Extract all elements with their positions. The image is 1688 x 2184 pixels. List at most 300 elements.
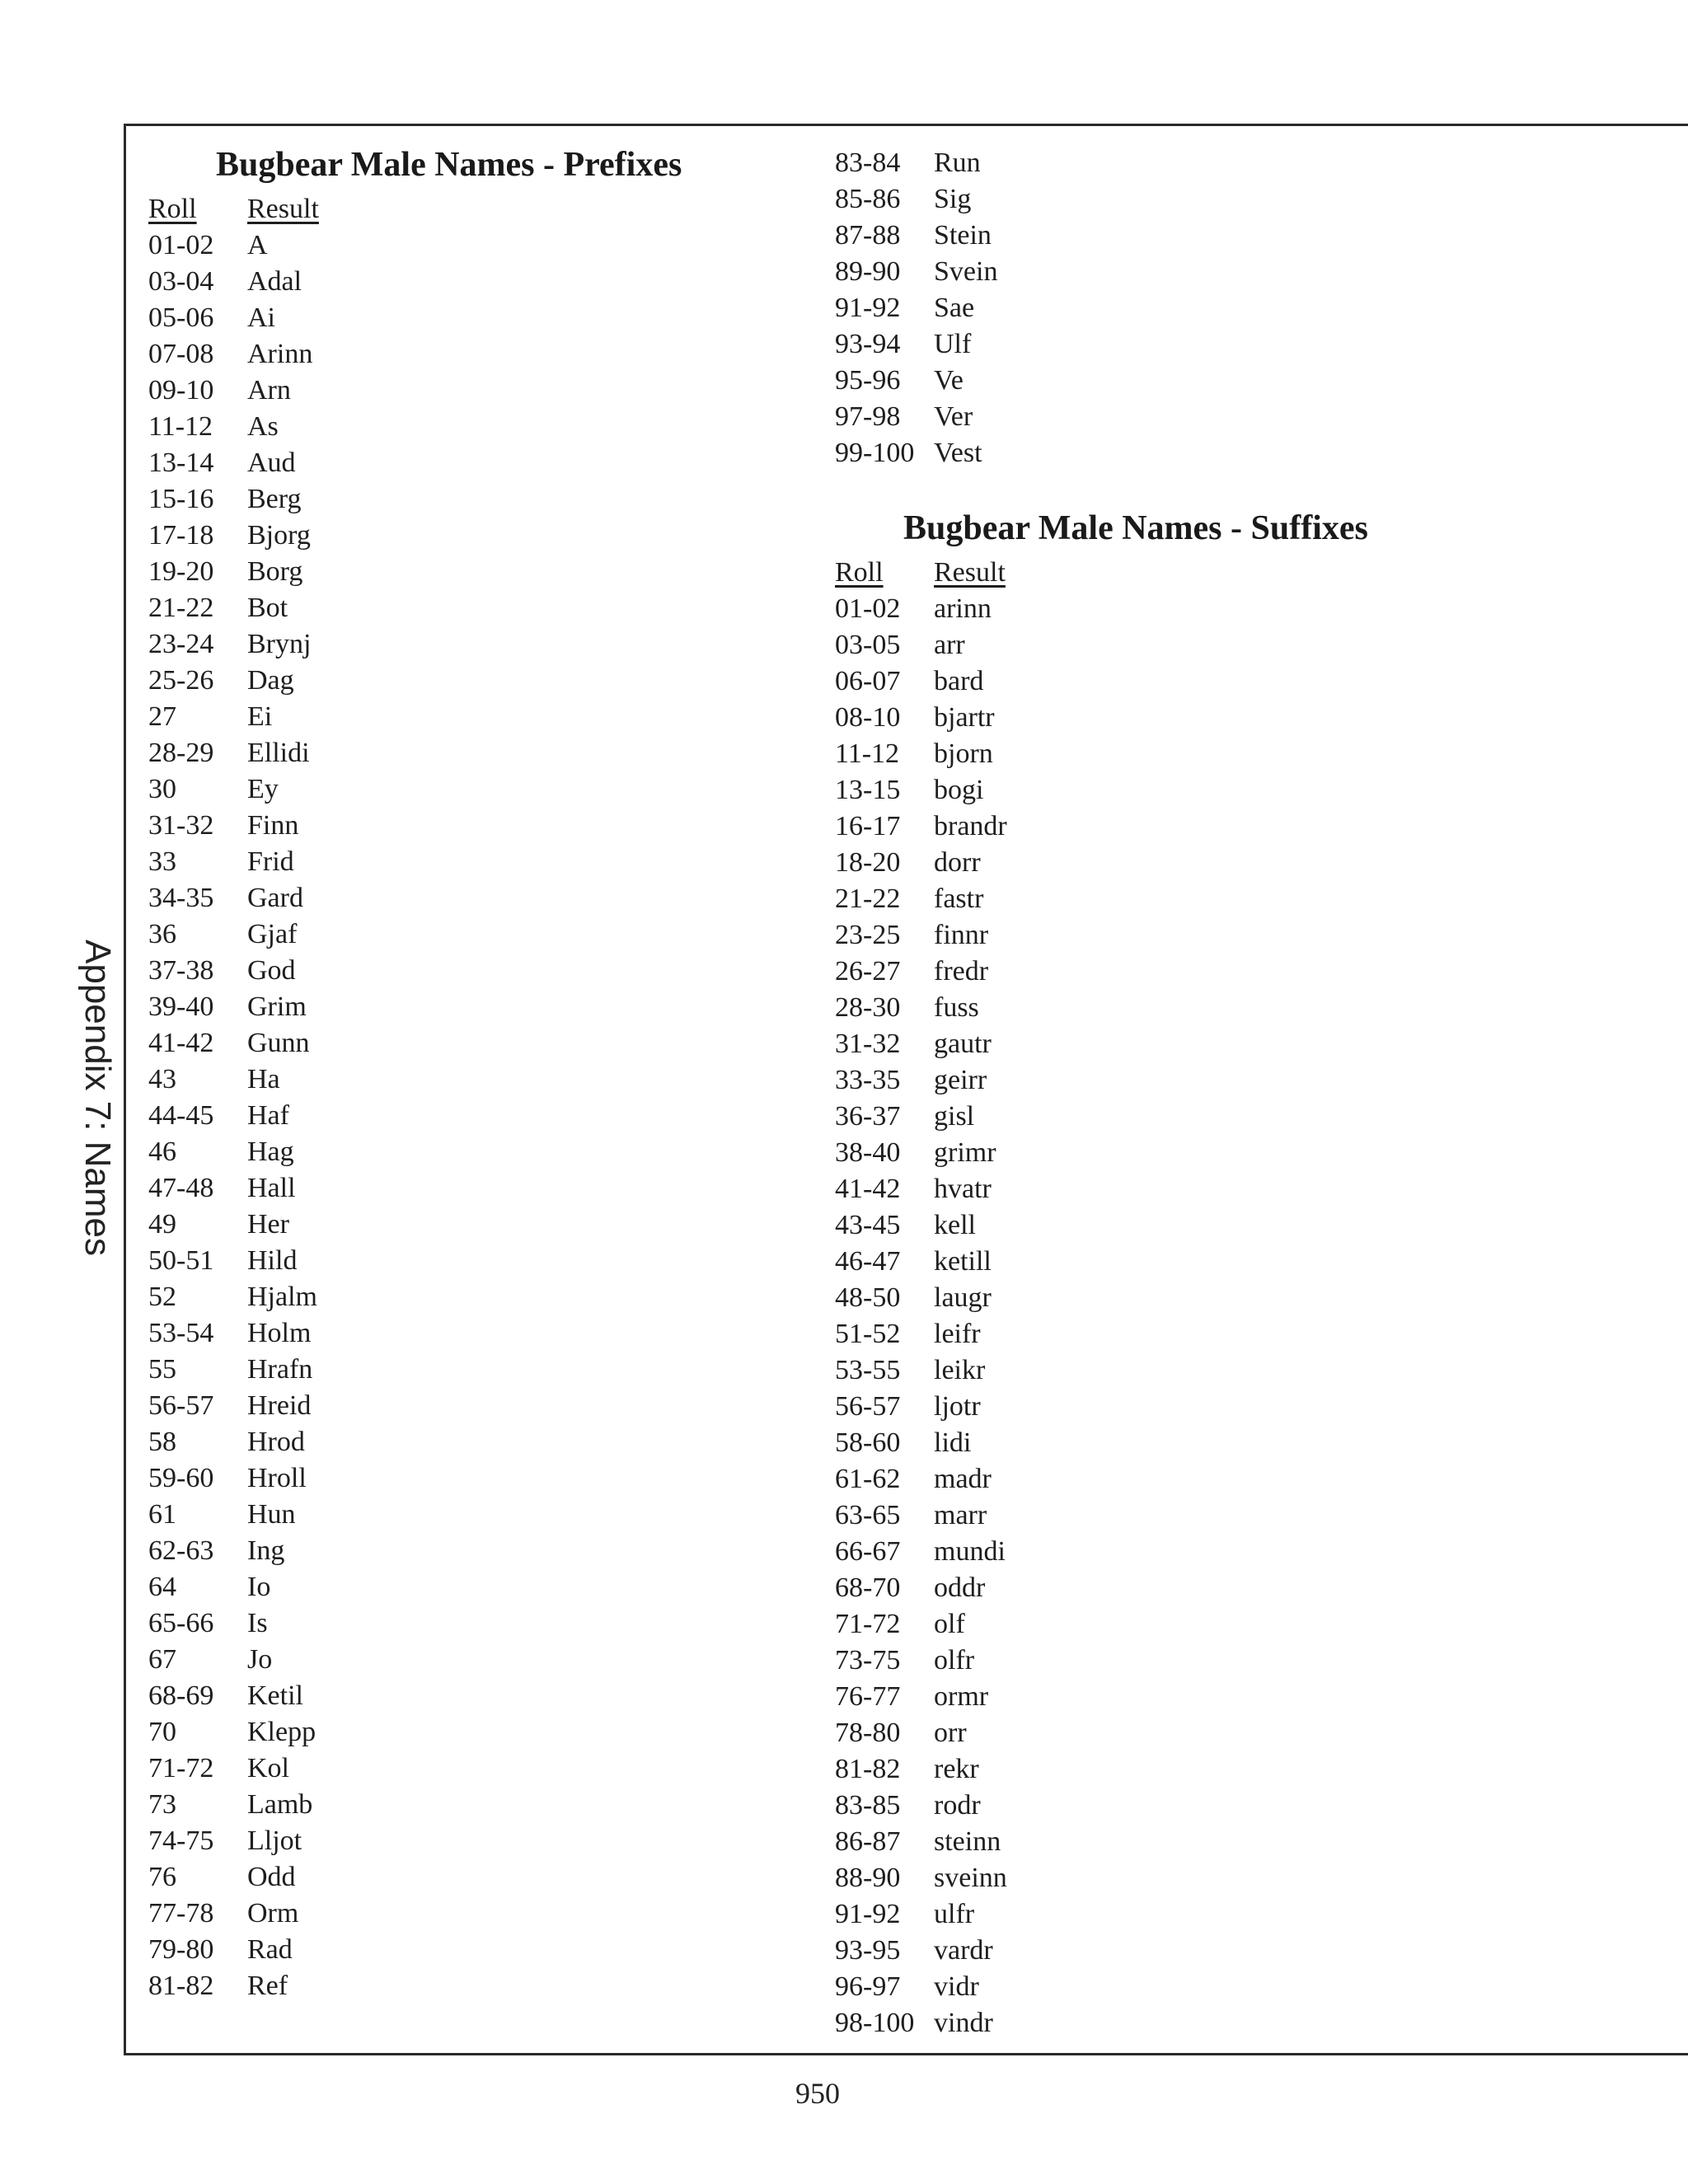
result-cell: lidi xyxy=(934,1427,972,1458)
roll-cell: 34-35 xyxy=(148,883,214,913)
roll-cell: 26-27 xyxy=(835,956,901,987)
roll-cell: 53-54 xyxy=(148,1318,214,1348)
roll-cell: 63-65 xyxy=(835,1500,901,1530)
result-cell: finnr xyxy=(934,920,989,950)
table-row xyxy=(835,1751,1007,1788)
result-cell: Ei xyxy=(247,701,273,732)
result-cell: gautr xyxy=(934,1029,992,1059)
table-row xyxy=(835,1679,1007,1715)
roll-cell: 07-08 xyxy=(148,339,214,369)
roll-cell: 25-26 xyxy=(148,665,214,696)
prefixes-table-continued xyxy=(835,145,997,471)
suffixes-rows xyxy=(835,591,1007,2041)
prefixes-title: Bugbear Male Names - Prefixes xyxy=(216,146,682,184)
result-cell: Hroll xyxy=(247,1463,307,1493)
table-row xyxy=(148,1678,319,1714)
table-row xyxy=(148,1714,319,1750)
roll-cell: 31-32 xyxy=(148,810,214,841)
table-row xyxy=(148,1968,319,2004)
roll-cell: 76 xyxy=(148,1862,176,1892)
result-cell: Aud xyxy=(247,448,296,478)
result-cell: Her xyxy=(247,1209,289,1240)
table-row xyxy=(148,1859,319,1896)
roll-cell: 38-40 xyxy=(835,1137,901,1168)
roll-cell: 76-77 xyxy=(835,1681,901,1712)
roll-cell: 36 xyxy=(148,919,176,949)
roll-cell: 56-57 xyxy=(835,1391,901,1422)
roll-cell: 37-38 xyxy=(148,955,214,986)
table-row xyxy=(835,1207,1007,1244)
roll-cell: 13-15 xyxy=(835,775,901,805)
table-row xyxy=(148,808,319,844)
roll-cell: 05-06 xyxy=(148,302,214,333)
table-row xyxy=(835,1461,1007,1497)
roll-cell: 99-100 xyxy=(835,438,915,468)
result-cell: arr xyxy=(934,630,965,660)
result-cell: rekr xyxy=(934,1754,979,1784)
table-row xyxy=(148,663,319,699)
result-cell: Rad xyxy=(247,1934,293,1965)
table-row xyxy=(148,1424,319,1460)
roll-cell: 28-30 xyxy=(835,992,901,1023)
result-cell: madr xyxy=(934,1464,992,1494)
roll-cell: 83-85 xyxy=(835,1790,901,1821)
roll-cell: 81-82 xyxy=(148,1971,214,2001)
table-row xyxy=(148,445,319,481)
roll-cell: 97-98 xyxy=(835,401,901,432)
result-cell: Berg xyxy=(247,484,302,514)
roll-cell: 58-60 xyxy=(835,1427,901,1458)
roll-cell: 91-92 xyxy=(835,1899,901,1929)
table-row xyxy=(835,1099,1007,1135)
roll-cell: 58 xyxy=(148,1427,176,1457)
table-row xyxy=(148,1243,319,1279)
table-row xyxy=(835,145,997,181)
roll-cell: 44-45 xyxy=(148,1100,214,1131)
roll-cell: 43 xyxy=(148,1064,176,1094)
roll-cell: 41-42 xyxy=(148,1028,214,1058)
result-cell: Borg xyxy=(247,556,303,587)
roll-cell: 21-22 xyxy=(835,883,901,914)
table-row xyxy=(148,1062,319,1098)
table-row xyxy=(835,917,1007,954)
roll-cell: 27 xyxy=(148,701,176,732)
result-cell: ormr xyxy=(934,1681,989,1712)
roll-cell: 16-17 xyxy=(835,811,901,841)
roll-cell: 91-92 xyxy=(835,293,901,323)
table-row xyxy=(835,1280,1007,1316)
table-row xyxy=(148,1352,319,1388)
result-cell: Ai xyxy=(247,302,275,333)
table-row xyxy=(835,1171,1007,1207)
table-row xyxy=(148,1388,319,1424)
table-row xyxy=(835,663,1007,700)
result-cell: bjorn xyxy=(934,738,993,769)
roll-cell: 33-35 xyxy=(835,1065,901,1095)
table-row xyxy=(835,1824,1007,1860)
result-cell: leikr xyxy=(934,1355,986,1385)
result-cell: Gunn xyxy=(247,1028,310,1058)
table-row xyxy=(835,736,1007,772)
roll-cell: 03-05 xyxy=(835,630,901,660)
result-cell: arinn xyxy=(934,593,992,624)
roll-cell: 06-07 xyxy=(835,666,901,696)
roll-cell: 48-50 xyxy=(835,1282,901,1313)
table-row xyxy=(835,1316,1007,1352)
result-cell: Bjorg xyxy=(247,520,311,551)
result-cell: laugr xyxy=(934,1282,992,1313)
table-row xyxy=(835,591,1007,627)
roll-cell: 43-45 xyxy=(835,1210,901,1240)
roll-cell: 70 xyxy=(148,1717,176,1747)
result-cell: Klepp xyxy=(247,1717,316,1747)
table-row xyxy=(148,227,319,264)
roll-cell: 01-02 xyxy=(835,593,901,624)
result-cell: Hun xyxy=(247,1499,296,1530)
roll-cell: 46-47 xyxy=(835,1246,901,1277)
result-cell: grimr xyxy=(934,1137,996,1168)
table-row xyxy=(148,953,319,989)
table-row xyxy=(148,1932,319,1968)
roll-cell: 98-100 xyxy=(835,2008,915,2038)
roll-cell: 61-62 xyxy=(835,1464,901,1494)
table-row xyxy=(148,590,319,626)
result-cell: Hrafn xyxy=(247,1354,313,1385)
table-row xyxy=(835,1026,1007,1062)
result-cell: ljotr xyxy=(934,1391,981,1422)
roll-cell: 95-96 xyxy=(835,365,901,396)
roll-cell: 08-10 xyxy=(835,702,901,733)
table-row xyxy=(148,1170,319,1207)
roll-cell: 79-80 xyxy=(148,1934,214,1965)
result-cell: Sig xyxy=(934,184,972,214)
result-cell: bjartr xyxy=(934,702,995,733)
roll-cell: 13-14 xyxy=(148,448,214,478)
table-row xyxy=(148,1279,319,1315)
table-row xyxy=(148,1098,319,1134)
result-cell: Hreid xyxy=(247,1390,312,1421)
roll-cell: 77-78 xyxy=(148,1898,214,1929)
table-row xyxy=(148,1533,319,1569)
result-cell: Hjalm xyxy=(247,1282,317,1312)
table-row xyxy=(148,1823,319,1859)
table-row xyxy=(835,845,1007,881)
table-row xyxy=(835,2005,1007,2041)
result-cell: Frid xyxy=(247,846,294,877)
table-row xyxy=(148,1134,319,1170)
table-row xyxy=(835,1570,1007,1606)
prefixes-rows xyxy=(148,227,319,2004)
table-row xyxy=(835,1969,1007,2005)
roll-cell: 47-48 xyxy=(148,1173,214,1203)
result-cell: Hag xyxy=(247,1137,294,1167)
table-row xyxy=(835,1135,1007,1171)
table-row xyxy=(835,954,1007,990)
roll-cell: 30 xyxy=(148,774,176,804)
table-row xyxy=(148,336,319,373)
result-cell: Finn xyxy=(247,810,299,841)
table-row xyxy=(148,518,319,554)
roll-cell: 21-22 xyxy=(148,593,214,623)
roll-cell: 11-12 xyxy=(148,411,213,442)
roll-cell: 41-42 xyxy=(835,1174,901,1204)
roll-cell: 52 xyxy=(148,1282,176,1312)
table-row xyxy=(835,1534,1007,1570)
result-cell: vardr xyxy=(934,1935,993,1966)
roll-cell: 93-95 xyxy=(835,1935,901,1966)
roll-cell: 64 xyxy=(148,1572,176,1602)
table-row xyxy=(148,373,319,409)
table-row xyxy=(148,1642,319,1678)
result-cell: Orm xyxy=(247,1898,299,1929)
table-row xyxy=(835,1933,1007,1969)
result-cell: brandr xyxy=(934,811,1007,841)
result-cell: Dag xyxy=(247,665,294,696)
result-cell: fuss xyxy=(934,992,979,1023)
roll-cell: 19-20 xyxy=(148,556,214,587)
table-row xyxy=(148,481,319,518)
result-cell: Sae xyxy=(934,293,975,323)
table-row xyxy=(148,1896,319,1932)
result-cell: Ketil xyxy=(247,1680,303,1711)
roll-cell: 81-82 xyxy=(835,1754,901,1784)
table-row xyxy=(148,771,319,808)
prefixes-rows-continued xyxy=(835,145,997,471)
result-cell: Gjaf xyxy=(247,919,298,949)
result-cell: Ellidi xyxy=(247,738,310,768)
table-row xyxy=(835,254,997,290)
result-cell: Lljot xyxy=(247,1825,302,1856)
result-cell: Gard xyxy=(247,883,303,913)
table-row xyxy=(835,1896,1007,1933)
result-cell: bogi xyxy=(934,775,984,805)
roll-cell: 65-66 xyxy=(148,1608,214,1638)
table-row xyxy=(835,1352,1007,1389)
table-row xyxy=(148,1750,319,1787)
prefixes-roll-header: Roll xyxy=(148,194,197,224)
result-cell: olf xyxy=(934,1609,965,1639)
table-row xyxy=(148,1497,319,1533)
result-cell: Ing xyxy=(247,1535,285,1566)
roll-cell: 39-40 xyxy=(148,991,214,1022)
table-row xyxy=(835,808,1007,845)
result-cell: Ulf xyxy=(934,329,972,359)
result-cell: A xyxy=(247,230,268,260)
table-row xyxy=(148,554,319,590)
table-row xyxy=(835,1062,1007,1099)
table-row xyxy=(835,881,1007,917)
roll-cell: 74-75 xyxy=(148,1825,214,1856)
table-row xyxy=(835,181,997,218)
result-cell: dorr xyxy=(934,847,981,878)
table-row xyxy=(148,626,319,663)
result-cell: fredr xyxy=(934,956,989,987)
result-cell: oddr xyxy=(934,1572,986,1603)
result-cell: rodr xyxy=(934,1790,981,1821)
result-cell: Bot xyxy=(247,593,288,623)
roll-cell: 56-57 xyxy=(148,1390,214,1421)
result-cell: leifr xyxy=(934,1319,981,1349)
result-cell: Arinn xyxy=(247,339,313,369)
result-cell: Brynj xyxy=(247,629,312,659)
result-cell: Ve xyxy=(934,365,964,396)
roll-cell: 73 xyxy=(148,1789,176,1820)
result-cell: sveinn xyxy=(934,1863,1007,1893)
table-row xyxy=(148,1315,319,1352)
table-row xyxy=(148,300,319,336)
table-row xyxy=(148,264,319,300)
result-cell: ulfr xyxy=(934,1899,975,1929)
result-cell: Holm xyxy=(247,1318,312,1348)
roll-cell: 50-51 xyxy=(148,1245,214,1276)
prefixes-table xyxy=(148,191,319,2004)
roll-cell: 68-69 xyxy=(148,1680,214,1711)
result-cell: Jo xyxy=(247,1644,273,1675)
roll-cell: 53-55 xyxy=(835,1355,901,1385)
result-cell: geirr xyxy=(934,1065,987,1095)
table-row xyxy=(835,435,997,471)
roll-cell: 83-84 xyxy=(835,148,901,178)
result-cell: Ref xyxy=(247,1971,288,2001)
roll-cell: 68-70 xyxy=(835,1572,901,1603)
result-cell: Hrod xyxy=(247,1427,305,1457)
result-cell: Ha xyxy=(247,1064,280,1094)
result-cell: Odd xyxy=(247,1862,296,1892)
result-cell: vidr xyxy=(934,1971,979,2002)
table-row xyxy=(835,1715,1007,1751)
roll-cell: 86-87 xyxy=(835,1826,901,1857)
result-cell: olfr xyxy=(934,1645,975,1675)
table-row xyxy=(148,699,319,735)
table-row xyxy=(148,844,319,880)
result-cell: gisl xyxy=(934,1101,975,1132)
roll-cell: 89-90 xyxy=(835,256,901,287)
suffixes-header-row xyxy=(835,555,1007,591)
side-label: Appendix 7: Names xyxy=(77,940,118,1256)
result-cell: Lamb xyxy=(247,1789,313,1820)
table-row xyxy=(835,290,997,326)
table-row xyxy=(835,218,997,254)
table-row xyxy=(148,1207,319,1243)
table-row xyxy=(148,880,319,916)
result-cell: Is xyxy=(247,1608,268,1638)
table-row xyxy=(835,1788,1007,1824)
roll-cell: 67 xyxy=(148,1644,176,1675)
roll-cell: 88-90 xyxy=(835,1863,901,1893)
roll-cell: 51-52 xyxy=(835,1319,901,1349)
result-cell: bard xyxy=(934,666,984,696)
result-cell: orr xyxy=(934,1718,967,1748)
result-cell: Arn xyxy=(247,375,291,405)
result-cell: vindr xyxy=(934,2008,993,2038)
result-cell: Haf xyxy=(247,1100,289,1131)
table-row xyxy=(835,1244,1007,1280)
roll-cell: 23-24 xyxy=(148,629,214,659)
table-row xyxy=(148,409,319,445)
result-cell: marr xyxy=(934,1500,987,1530)
roll-cell: 71-72 xyxy=(148,1753,214,1783)
result-cell: kell xyxy=(934,1210,976,1240)
table-row xyxy=(148,989,319,1025)
table-row xyxy=(835,1860,1007,1896)
table-row xyxy=(148,735,319,771)
result-cell: Kol xyxy=(247,1753,289,1783)
roll-cell: 01-02 xyxy=(148,230,214,260)
table-row xyxy=(148,1605,319,1642)
result-cell: God xyxy=(247,955,296,986)
roll-cell: 71-72 xyxy=(835,1609,901,1639)
table-row xyxy=(148,1787,319,1823)
result-cell: fastr xyxy=(934,883,984,914)
result-cell: steinn xyxy=(934,1826,1001,1857)
table-row xyxy=(835,1606,1007,1643)
roll-cell: 49 xyxy=(148,1209,176,1240)
result-cell: Grim xyxy=(247,991,307,1022)
roll-cell: 46 xyxy=(148,1137,176,1167)
result-cell: mundi xyxy=(934,1536,1006,1567)
result-cell: ketill xyxy=(934,1246,992,1277)
result-cell: Adal xyxy=(247,266,302,297)
roll-cell: 09-10 xyxy=(148,375,214,405)
table-row xyxy=(148,1569,319,1605)
roll-cell: 03-04 xyxy=(148,266,214,297)
table-row xyxy=(835,1497,1007,1534)
table-row xyxy=(835,326,997,363)
table-row xyxy=(835,1643,1007,1679)
table-row xyxy=(835,1389,1007,1425)
roll-cell: 55 xyxy=(148,1354,176,1385)
table-row xyxy=(835,627,1007,663)
result-cell: Vest xyxy=(934,438,982,468)
roll-cell: 18-20 xyxy=(835,847,901,878)
table-row xyxy=(148,916,319,953)
roll-cell: 73-75 xyxy=(835,1645,901,1675)
roll-cell: 78-80 xyxy=(835,1718,901,1748)
result-cell: Svein xyxy=(934,256,998,287)
roll-cell: 96-97 xyxy=(835,1971,901,2002)
suffixes-roll-header: Roll xyxy=(835,557,884,588)
roll-cell: 28-29 xyxy=(148,738,214,768)
roll-cell: 59-60 xyxy=(148,1463,214,1493)
roll-cell: 17-18 xyxy=(148,520,214,551)
table-row xyxy=(835,772,1007,808)
suffixes-result-header: Result xyxy=(934,557,1006,588)
roll-cell: 11-12 xyxy=(835,738,900,769)
prefixes-header-row xyxy=(148,191,319,227)
roll-cell: 85-86 xyxy=(835,184,901,214)
roll-cell: 87-88 xyxy=(835,220,901,251)
table-row xyxy=(148,1025,319,1062)
result-cell: Hall xyxy=(247,1173,296,1203)
page-number: 950 xyxy=(795,2077,840,2110)
roll-cell: 66-67 xyxy=(835,1536,901,1567)
result-cell: Ver xyxy=(934,401,973,432)
table-row xyxy=(835,990,1007,1026)
roll-cell: 31-32 xyxy=(835,1029,901,1059)
table-row xyxy=(148,1460,319,1497)
result-cell: As xyxy=(247,411,279,442)
roll-cell: 23-25 xyxy=(835,920,901,950)
result-cell: Io xyxy=(247,1572,271,1602)
roll-cell: 62-63 xyxy=(148,1535,214,1566)
roll-cell: 36-37 xyxy=(835,1101,901,1132)
roll-cell: 61 xyxy=(148,1499,176,1530)
result-cell: Run xyxy=(934,148,981,178)
prefixes-result-header: Result xyxy=(247,194,319,224)
table-row xyxy=(835,1425,1007,1461)
result-cell: Hild xyxy=(247,1245,298,1276)
result-cell: hvatr xyxy=(934,1174,992,1204)
